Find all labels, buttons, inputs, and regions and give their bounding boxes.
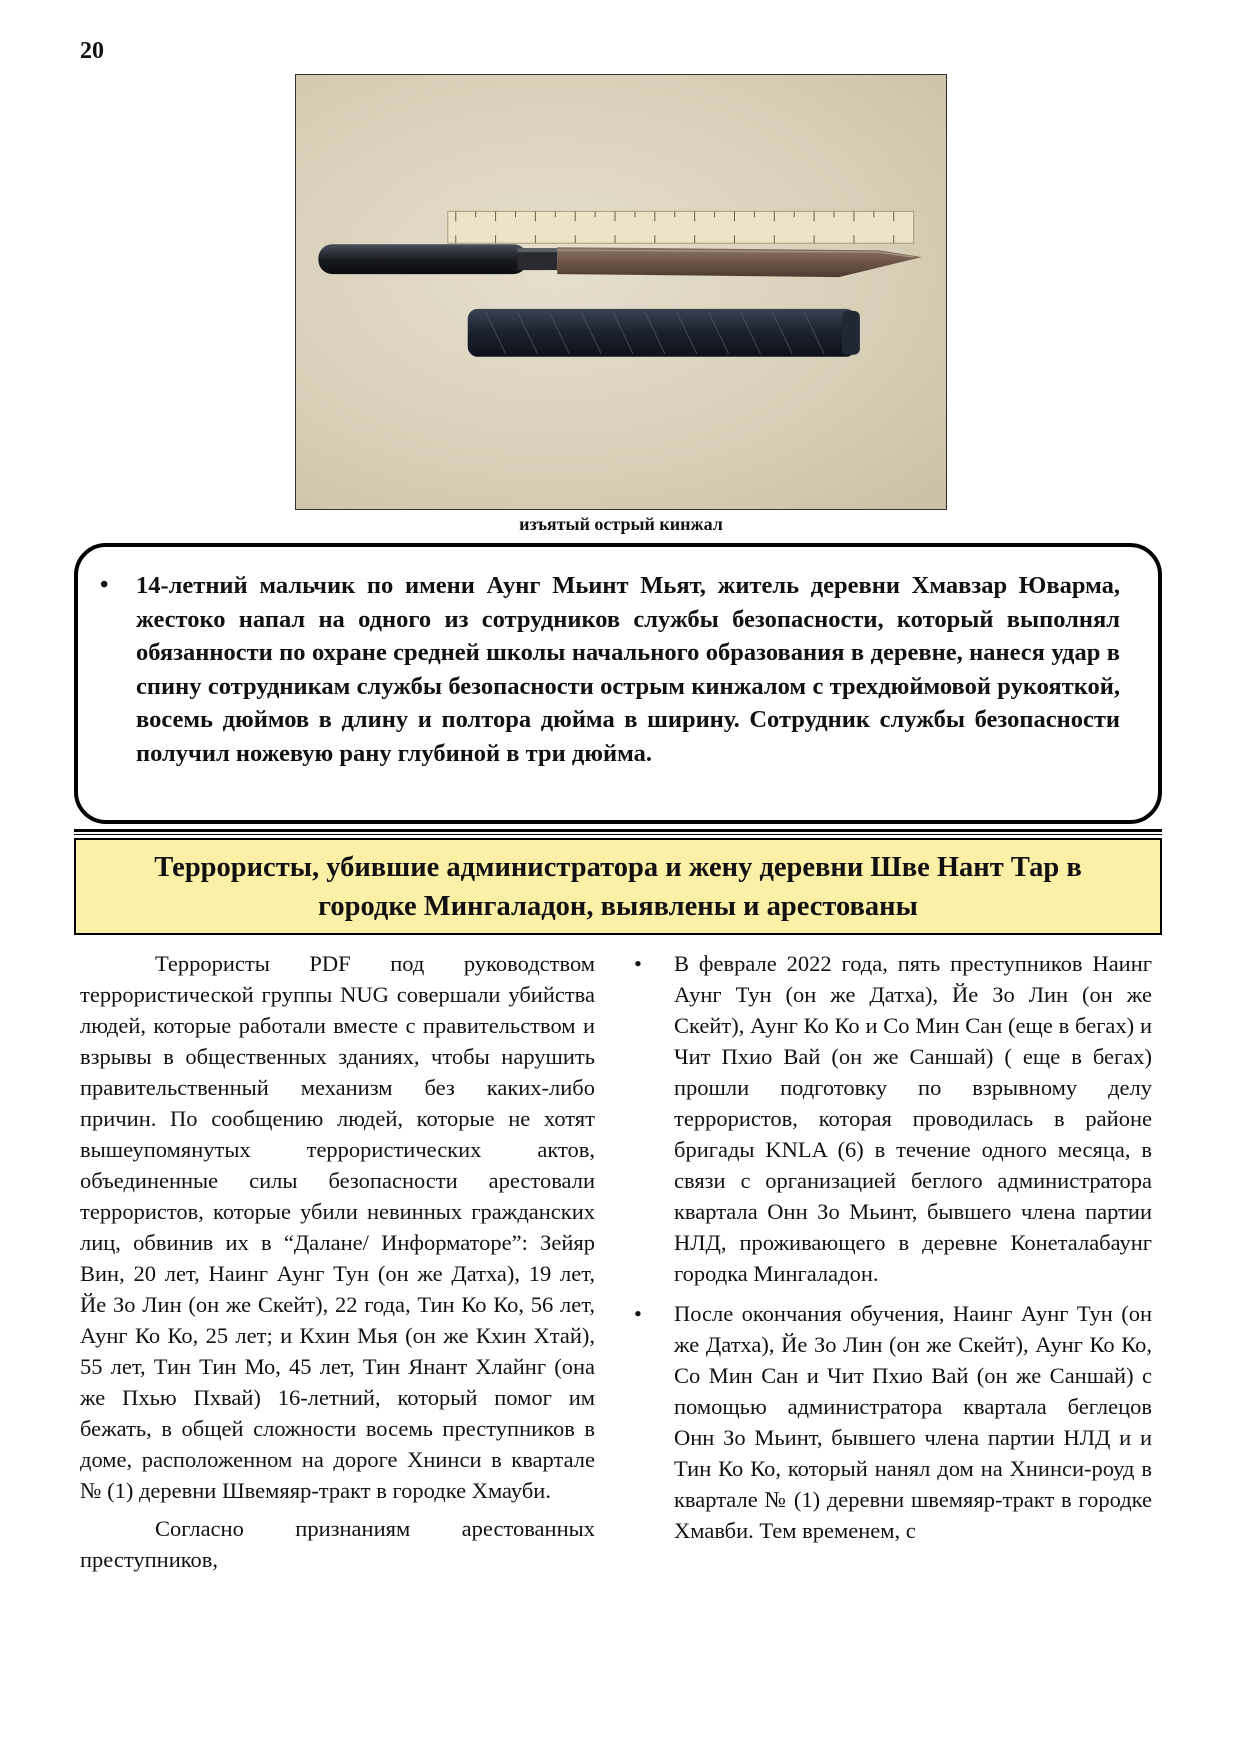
- right-column: [632, 948, 1152, 1546]
- list-item: • После окончания обучения, Наинг Аунг Тун (он же Датха), Йе Зо Лин (он же Скейт), Аунг Ко Ко, Со Мин Сан и Чит Пхио Вай (он же Саншай) с помощью администратора квартала беглецов Онн Зо Мьинт, бывшего члена партии НЛД и и Тин Ко Ко, который нанял дом на Хнинси-роуд в квартале № (1) деревни швемяяр-тракт в городке Хмавби. Тем временем, с: [674, 1298, 1152, 1546]
- dagger: [318, 244, 921, 277]
- divider-thin: [74, 834, 1162, 835]
- article-headline: Террористы, убившие администратора и жену деревни Шве Нант Тар в городке Мингаладон, выявлены и арестованы: [154, 851, 1082, 922]
- callout-bullet: • 14-летний мальчик по имени Аунг Мьинт Мьят, житель деревни Хмавзар Юварма, жестоко напал на одного из сотрудников службы безопасности, который выполнял обязанности по охране средней школы начального образования в деревне, нанеся удар в спину сотрудникам службы безопасности острым кинжалом с трехдюймовой рукояткой, восемь дюймов в длину и полтора дюйма в ширину. Сотрудник службы безопасности получил ножевую рану глубиной в три дюйма.: [136, 569, 1120, 770]
- divider-thick: [74, 829, 1162, 832]
- list-item: • В феврале 2022 года, пять преступников Наинг Аунг Тун (он же Датха), Йе Зо Лин (он же Скейт), Аунг Ко Ко и Со Мин Сан (еще в бегах) и Чит Пхио Вай (он же Саншай) ( еще в бегах) прошли подготовку по взрывному делу террористов, которая проводилась в районе бригады KNLA (6) в течение одного месяца, в связи с организацией беглого администратора квартала Онн Зо Мьинт, бывшего члена партии НЛД, проживающего в деревне Конеталабаунг городка Мингаладон.: [674, 948, 1152, 1289]
- dagger-photo: [295, 74, 947, 510]
- page-number: 20: [80, 38, 104, 64]
- body-paragraph: Террористы PDF под руководством террористической группы NUG совершали убийства людей, которые работали вместе с правительством и взрывы в общественных зданиях, чтобы нарушить правительственный механизм без каких-либо причин. По сообщению людей, которые не хотят вышеупомянутых террористических актов, объединенные силы безопасности арестовали террористов, которые убили невинных гражданских лиц, обвинив их в “Далане/ Информаторе”: Зейяр Вин, 20 лет, Наинг Аунг Тун (он же Датха), 19 лет, Йе Зо Лин (он же Скейт), 22 года, Тин Ко Ко, 56 лет, Аунг Ко Ко, 25 лет; и Кхин Мья (он же Кхин Хтай), 55 лет, Тин Тин Мо, 45 лет, Тин Янант Хлайнг (она же Пхью Пхвай) 16-летний, который помог им бежать, в общей сложности восемь преступников в доме, расположенном на дороге Хнинси в квартале № (1) деревни Швемяяр-тракт в городке Хмауби.: [80, 951, 595, 1503]
- figure-caption: изъятый острый кинжал: [519, 514, 723, 534]
- dagger-photo-illustration: [296, 75, 946, 509]
- ruler: [448, 211, 914, 243]
- headline-banner: [74, 838, 1162, 935]
- left-column: [80, 948, 595, 1575]
- body-paragraph: Согласно признаниям арестованных преступников,: [80, 1516, 595, 1572]
- sheath: [468, 309, 860, 357]
- callout-box: [74, 543, 1162, 824]
